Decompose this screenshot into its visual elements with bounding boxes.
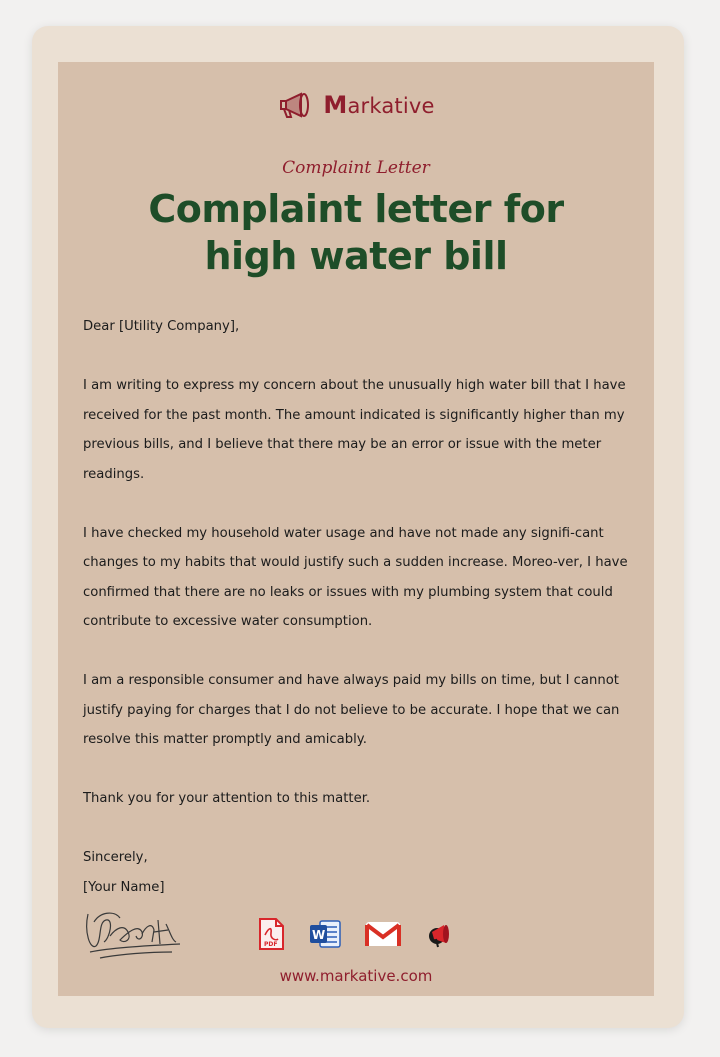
salutation: Dear [Utility Company], bbox=[83, 319, 240, 334]
gmail-icon[interactable] bbox=[364, 919, 402, 949]
sender-name: [Your Name] bbox=[83, 879, 165, 895]
website-url[interactable]: www.markative.com bbox=[279, 967, 433, 985]
letter-category: Complaint Letter bbox=[282, 158, 430, 178]
closing: Sincerely, bbox=[83, 850, 148, 865]
paragraph-3: I am a responsible consumer and have always paid my bills on time, but I cannot justify paying for charges that I do not believe to be accurate. I hope that we can resolve this matter promptly and amicably. bbox=[83, 673, 620, 747]
share-icons bbox=[256, 917, 456, 951]
signature-image bbox=[80, 902, 186, 962]
pdf-icon[interactable] bbox=[256, 917, 286, 951]
letter-title-line-2: high water bill bbox=[204, 234, 508, 278]
letter-sheet bbox=[58, 62, 654, 996]
word-icon[interactable] bbox=[308, 918, 342, 950]
paragraph-2: I have checked my household water usage and have not made any signifi-cant changes to my habits that would justify such a sudden increase. Moreo-ver, I have confirmed that there are no leaks or issues with my plumbing system that could contribute to excessive water consumption. bbox=[83, 525, 628, 629]
letter-title-line-1: Complaint letter for bbox=[148, 187, 564, 231]
paragraph-4: Thank you for your attention to this matter. bbox=[83, 791, 371, 806]
brand-name-rest: arkative bbox=[347, 94, 435, 118]
megaphone-icon bbox=[277, 90, 317, 120]
paragraph-1: I am writing to express my concern about the unusually high water bill that I have received for the past month. The amount indicated is significantly higher than my previous bills, and I believe that there may be an error or issue with the meter readings. bbox=[83, 378, 626, 482]
letter-body bbox=[83, 312, 635, 902]
pdf-icon-label: PDF bbox=[264, 941, 278, 948]
brand-name bbox=[323, 91, 434, 119]
letter-title bbox=[78, 186, 634, 280]
word-icon-label: W bbox=[312, 928, 326, 942]
brand-initial: M bbox=[323, 91, 348, 119]
markative-share-icon[interactable] bbox=[424, 919, 456, 949]
brand-logo bbox=[58, 90, 654, 120]
